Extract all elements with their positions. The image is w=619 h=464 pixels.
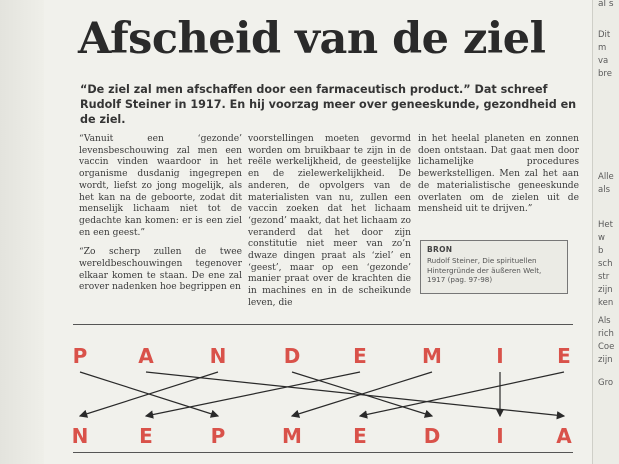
bottom-letter: I <box>496 424 504 448</box>
adjacent-fragment: Het <box>598 220 613 230</box>
adjacent-fragment: b <box>598 246 604 256</box>
adjacent-fragment: m <box>598 43 607 53</box>
adjacent-fragment: Als <box>598 316 611 326</box>
adjacent-fragment: sch <box>598 259 613 269</box>
adjacent-fragment: rich <box>598 329 614 339</box>
bottom-letter: E <box>139 424 153 448</box>
bottom-letter: N <box>71 424 89 448</box>
source-text: Rudolf Steiner, Die spirituellen Hintergründe der äußeren Welt, 1917 (pag. 97-98) <box>427 256 542 284</box>
top-letter: E <box>353 344 367 368</box>
bottom-letter: A <box>556 424 572 448</box>
adjacent-fragment: Dit <box>598 30 611 40</box>
column-paragraph: voorstellingen moeten gevormd worden om bruikbaar te zijn in de reële werkelijkheid, de geestelijke en de zielewerkelijkheid. De anderen, de opvolgers van de materialisten van nu, zullen een vaccin zoeken dat het lichaam ‘gezond’ maakt, dat het lichaam zo veranderd dat het door zijn constitutie niet meer van zo’n dwaze dingen praat als ‘ziel’ en ‘geest’, maar op een ‘gezonde’ manier praat over de krachten die in machines en in de scheikunde leven, die <box>248 134 411 308</box>
adjacent-fragment: al s <box>598 0 614 9</box>
adjacent-fragment: zijn <box>598 355 613 365</box>
top-letter: M <box>422 344 442 368</box>
adjacent-fragment: w <box>598 233 605 243</box>
source-title: BRON <box>427 245 453 254</box>
article-headline: Afscheid van de ziel <box>78 14 546 64</box>
top-letter: P <box>72 344 88 368</box>
adjacent-fragment: zijn <box>598 285 613 295</box>
top-letter: E <box>557 344 571 368</box>
anagram-arrow <box>146 372 360 416</box>
bottom-letter: M <box>282 424 302 448</box>
adjacent-fragment: va <box>598 56 609 66</box>
adjacent-fragment: str <box>598 272 610 282</box>
column-paragraph: “Vanuit een ‘gezonde’ levensbeschouwing zal men een vaccin vinden waardoor in het organisme dusdanig ingegrepen wordt, liefst zo jong mogelijk, als het kan na de geboorte, zodat dit menselijk lichaam niet tot de gedachte kan komen: er is een ziel en een geest.” <box>79 134 242 238</box>
column-paragraph: “Zo scherp zullen de twee wereldbeschouwingen tegenover elkaar komen te staan. De ene zal erover nadenken hoe begrippen en <box>79 247 242 293</box>
article-intro: “De ziel zal men afschaffen door een farmaceutisch product.” Dat schreef Rudolf Steiner in 1917. En hij voorzag meer over geneeskunde, gezondheid en de ziel. <box>80 83 577 126</box>
adjacent-fragment: als <box>598 185 610 195</box>
bottom-letter: D <box>423 424 441 448</box>
adjacent-fragment: Coe <box>598 342 615 352</box>
top-letter: D <box>283 344 301 368</box>
anagram-arrow <box>146 372 564 416</box>
bottom-letter: E <box>353 424 367 448</box>
adjacent-fragment: Gro <box>598 378 614 388</box>
top-letter: A <box>138 344 154 368</box>
adjacent-fragment: bre <box>598 69 612 79</box>
bottom-letter: P <box>210 424 226 448</box>
adjacent-fragment: ken <box>598 298 614 308</box>
column-paragraph: in het heelal planeten en zonnen doen ontstaan. Dat gaat men door lichamelijke procedures bewerkstelligen. Men zal het aan de materialistische geneeskunde overlaten om de zielen uit de mensheid uit te drijven.” <box>418 134 579 215</box>
top-letter: I <box>496 344 504 368</box>
top-letter: N <box>209 344 227 368</box>
anagram-arrow <box>360 372 564 416</box>
adjacent-fragment: Alle <box>598 172 614 182</box>
